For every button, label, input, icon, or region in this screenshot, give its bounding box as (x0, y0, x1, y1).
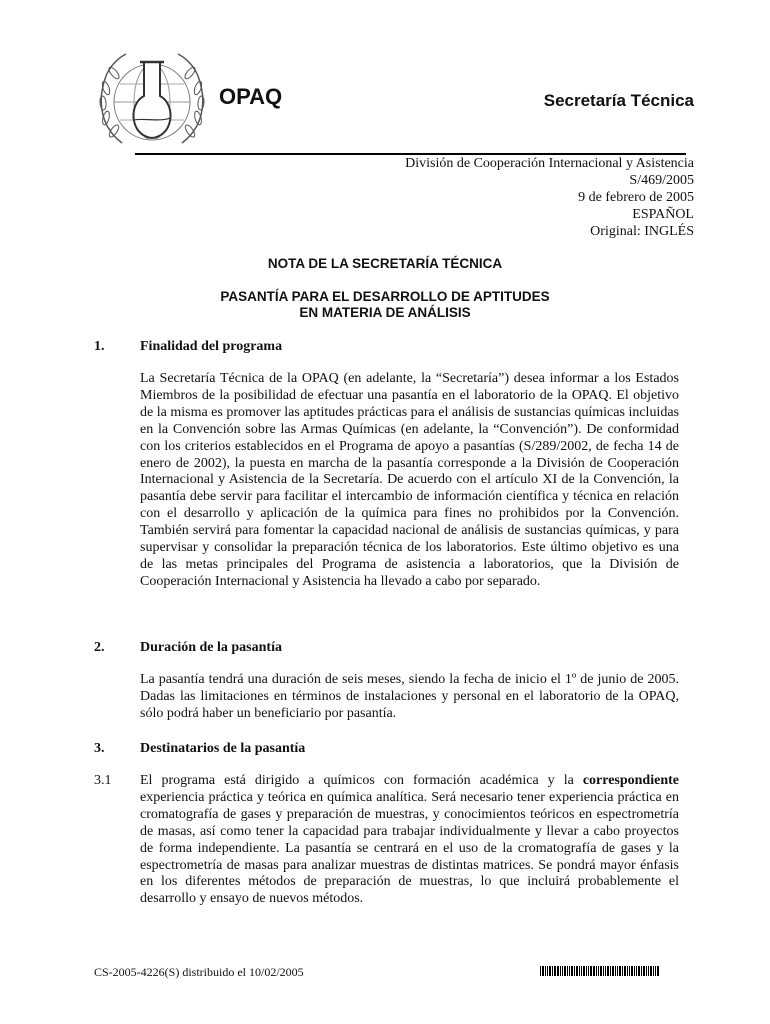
barcode-bar (596, 966, 597, 976)
barcode-bar (560, 966, 561, 976)
paragraph-bold-text: correspondiente (582, 773, 679, 788)
paragraph-text: El programa está dirigido a químicos con formación académica y la (140, 773, 583, 788)
barcode-bar (547, 966, 548, 976)
barcode-bar (607, 966, 609, 976)
document-subtitle-line2: EN MATERIA DE ANÁLISIS (299, 305, 471, 320)
barcode-bar (598, 966, 599, 976)
barcode-bar (554, 966, 556, 976)
barcode-bar (636, 966, 637, 976)
barcode-bar (545, 966, 546, 976)
barcode-bar (634, 966, 635, 976)
barcode-bar (590, 966, 592, 976)
section-paragraph: La Secretaría Técnica de la OPAQ (en adelante, la “Secretaría”) desea informar a los Estados Miembros de la posibilidad de efectuar una pasantía en el laboratorio de la OPAQ. El objetivo de la misma es promover las aptitudes prácticas para el análisis de sustancias químicas incluidas en la Convención sobre las Armas Químicas (en adelante, la “Convención”). De conformidad con los criterios establecidos en el Programa de apoyo a pasantías (S/289/2002, de fecha 14 de enero de 2002), la puesta en marcha de la pasantía corresponde a la División de Cooperación Internacional y Asistencia de la Secretaría. De acuerdo con el artículo XI de la Convención, la pasantía debe servir para facilitar el intercambio de información científica y técnica en relación con el desarrollo y aplicación de la química para fines no prohibidos por la Convención. También servirá para fomentar la capacidad nacional de análisis de sustancias químicas, y para supervisar y consolidar la preparación técnica de los laboratorios. Este último objetivo es una de las metas principales del Programa de asistencia a laboratorios, que la División de Cooperación Internacional y Asistencia ha llevado a cabo por separado. (140, 371, 679, 589)
barcode-bar (617, 966, 618, 976)
barcode-bar (588, 966, 589, 976)
original-language: Original: INGLÉS (590, 224, 694, 239)
barcode-bar (567, 966, 568, 976)
barcode-bar (603, 966, 604, 976)
barcode-bar (629, 966, 630, 976)
barcode-bar (619, 966, 621, 976)
secretariat-label: Secretaría Técnica (543, 91, 694, 110)
document-title: NOTA DE LA SECRETARÍA TÉCNICA (267, 256, 503, 271)
paragraph-text: experiencia práctica y teórica en química analítica. Será necesario tener experiencia práctica en cromatografía de gases y preparación de muestras, y conocimientos teóricos en espectrometría de masas, así como tener la capacidad para trabajar individualmente y llevar a cabo proyectos de forma independiente. La pasantía se centrará en el uso de la cromatografía de gases y la espectrometría de masas para analizar muestras de distintas matrices. Se pondrá mayor énfasis en los diferentes métodos de preparación de muestras, lo que incluirá probablemente el desarrollo y ensayo de nuevos métodos. (140, 789, 679, 907)
section-number: 3. (94, 741, 105, 756)
barcode-bar (593, 966, 595, 976)
barcode-bar (564, 966, 566, 976)
barcode-bar (586, 966, 587, 976)
barcode-bar (655, 966, 656, 976)
division-line: División de Cooperación Internacional y Asistencia (405, 156, 694, 171)
barcode-bar (542, 966, 544, 976)
opaq-logo-icon (92, 48, 212, 154)
barcode-bar (657, 966, 659, 976)
barcode-bar (643, 966, 645, 976)
document-language: ESPAÑOL (632, 207, 694, 222)
subsection-paragraph (140, 773, 679, 908)
section-number: 1. (94, 339, 105, 354)
barcode-bar (552, 966, 553, 976)
barcode-bar (574, 966, 575, 976)
subsection-number: 3.1 (94, 773, 112, 788)
barcode-bar (612, 966, 614, 976)
barcode-bar (650, 966, 652, 976)
barcode-bar (605, 966, 606, 976)
barcode-bar (549, 966, 551, 976)
barcode-bar (631, 966, 633, 976)
barcode-bar (583, 966, 585, 976)
section-title: Destinatarios de la pasantía (140, 741, 306, 756)
barcode-icon (540, 966, 677, 976)
section-title: Duración de la pasantía (140, 640, 282, 655)
barcode-bar (653, 966, 654, 976)
barcode-bar (622, 966, 623, 976)
document-subtitle-line1: PASANTÍA PARA EL DESARROLLO DE APTITUDES (220, 289, 550, 304)
barcode-bar (638, 966, 640, 976)
distribution-note: CS-2005-4226(S) distribuido el 10/02/2005 (94, 965, 304, 979)
barcode-bar (581, 966, 582, 976)
barcode-bar (641, 966, 642, 976)
barcode-bar (600, 966, 602, 976)
barcode-bar (646, 966, 647, 976)
barcode-bar (648, 966, 649, 976)
barcode-bar (579, 966, 580, 976)
section-paragraph: La pasantía tendrá una duración de seis meses, siendo la fecha de inicio el 1º de junio de 2005. Dadas las limitaciones en términos de instalaciones y personal en el laboratorio de la OPAQ, sólo podrá haber un beneficiario por pasantía. (140, 672, 679, 721)
barcode-bar (627, 966, 628, 976)
barcode-bar (610, 966, 611, 976)
document-date: 9 de febrero de 2005 (578, 190, 694, 205)
section-number: 2. (94, 640, 105, 655)
document-metadata (405, 155, 694, 240)
barcode-bar (615, 966, 616, 976)
organization-name: OPAQ (219, 84, 283, 109)
barcode-bar (624, 966, 626, 976)
barcode-bar (557, 966, 559, 976)
barcode-bar (540, 966, 541, 976)
document-code: S/469/2005 (629, 173, 694, 188)
barcode-bar (562, 966, 563, 976)
barcode-bar (576, 966, 578, 976)
section-title: Finalidad del programa (140, 339, 283, 354)
barcode-bar (571, 966, 573, 976)
barcode-bar (569, 966, 570, 976)
